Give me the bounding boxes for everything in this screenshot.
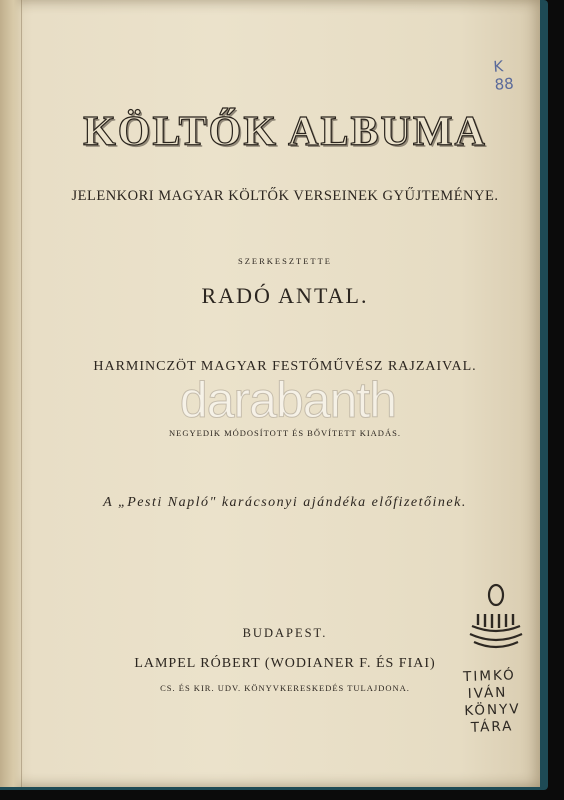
book-title: KÖLTŐK ALBUMA xyxy=(83,109,487,155)
book-subtitle: JELENKORI MAGYAR KÖLTŐK VERSEINEK GYŰJTEMÉNYE. xyxy=(71,188,499,204)
shelfmark-letter: K xyxy=(492,57,504,76)
stamp-line: KÖNYV xyxy=(464,701,521,720)
shelfmark-number: 88 xyxy=(494,74,515,94)
publication-city: BUDAPEST. xyxy=(242,626,328,640)
stamp-line: TIMKÓ xyxy=(462,667,516,686)
bookseller-note: CS. ÉS KIR. UDV. KÖNYVKERESKEDÉS TULAJDONA. xyxy=(160,683,410,693)
publisher: LAMPEL RÓBERT (WODIANER F. ÉS FIAI) xyxy=(134,656,436,671)
illustrations-note: HARMINCZÖT MAGYAR FESTŐMŰVÉSZ RAJZAIVAL. xyxy=(93,359,477,374)
dedication: A „Pesti Napló" karácsonyi ajándéka előfizetőinek. xyxy=(103,495,467,510)
stamp-line: TÁRA xyxy=(470,718,514,736)
editor-label: SZERKESZTETTE xyxy=(238,256,332,266)
watermark: darabanth xyxy=(179,372,397,428)
gutter-fold xyxy=(21,0,22,787)
stamp-line: IVÁN xyxy=(467,684,508,702)
library-stamp-text xyxy=(461,667,529,737)
editor-name: RADÓ ANTAL. xyxy=(201,283,369,308)
pencil-shelfmark xyxy=(493,56,519,94)
edition-note: NEGYEDIK MÓDOSÍTOTT ÉS BŐVÍTETT KIADÁS. xyxy=(169,428,401,438)
